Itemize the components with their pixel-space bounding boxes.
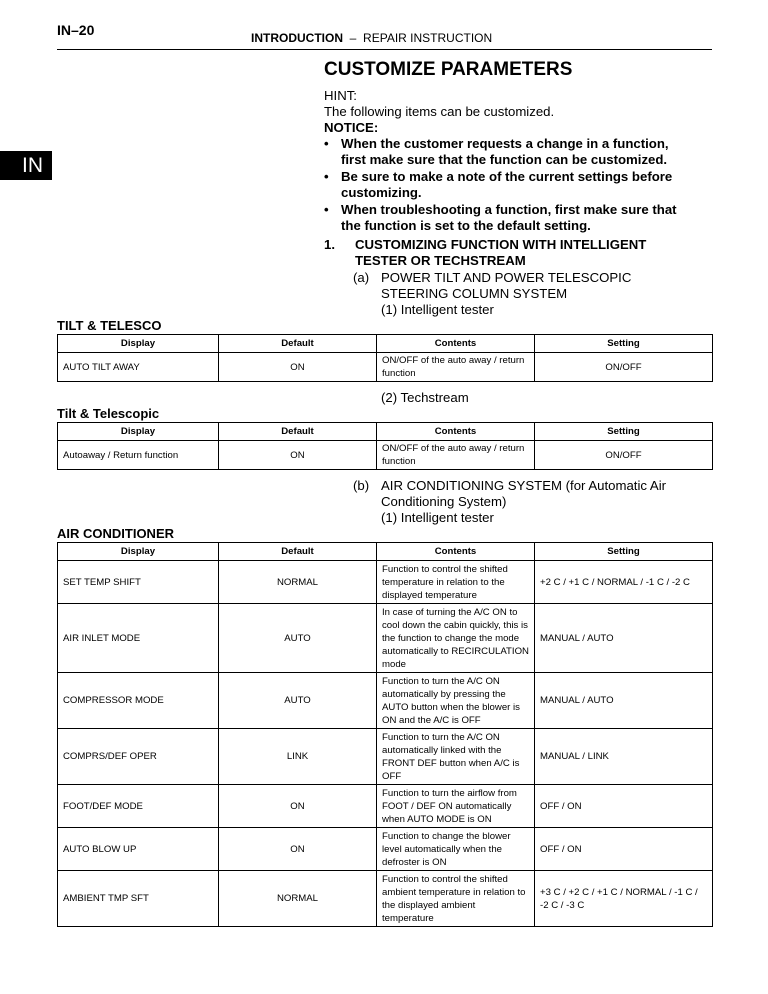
column-header: Setting (535, 423, 713, 441)
table-header-row (58, 335, 713, 353)
table-header-row (58, 543, 713, 561)
notice-label: NOTICE: (324, 120, 379, 135)
cell-default: NORMAL (219, 561, 377, 604)
table-header-row (58, 423, 713, 441)
substep-label: (a) (353, 270, 370, 285)
cell-default: LINK (219, 729, 377, 785)
notice-line: Be sure to make a note of the current settings before (341, 169, 673, 184)
cell-contents: Function to change the blower level automatically when the defroster is ON (377, 828, 535, 871)
table-row (58, 871, 713, 927)
header-section-bold: INTRODUCTION (251, 31, 343, 45)
step-heading-line: TESTER OR TECHSTREAM (355, 253, 526, 268)
cell-display: AUTO TILT AWAY (58, 353, 219, 382)
substep-item: (1) Intelligent tester (381, 510, 494, 525)
hint-text: The following items can be customized. (324, 104, 555, 119)
hint-label: HINT: (324, 88, 357, 103)
cell-default: ON (219, 785, 377, 828)
header-section-rest: REPAIR INSTRUCTION (363, 31, 493, 45)
column-header: Contents (377, 335, 535, 353)
notice-line: When the customer requests a change in a function, (341, 136, 669, 151)
notice-line: the function is set to the default setting. (341, 218, 591, 233)
column-header: Contents (377, 543, 535, 561)
substep-heading (381, 478, 666, 526)
page-title: CUSTOMIZE PARAMETERS (324, 59, 573, 80)
bullet-icon: • (324, 136, 329, 151)
table-heading: Tilt & Telescopic (57, 406, 160, 421)
notice-item (324, 202, 677, 234)
column-header: Display (58, 335, 219, 353)
substep-line: AIR CONDITIONING SYSTEM (for Automatic Air (381, 478, 667, 493)
column-header: Default (219, 335, 377, 353)
cell-contents: ON/OFF of the auto away / return function (377, 353, 535, 382)
cell-default: ON (219, 828, 377, 871)
cell-contents: Function to turn the A/C ON automatically by pressing the AUTO button when the blower is ON and the A/C is OFF (377, 673, 535, 729)
table-row (58, 604, 713, 673)
table-row (58, 785, 713, 828)
step-heading (355, 237, 646, 269)
column-header: Setting (535, 543, 713, 561)
table-row (58, 353, 713, 382)
cell-contents: Function to control the shifted temperature in relation to the displayed temperature (377, 561, 535, 604)
table-row (58, 441, 713, 470)
cell-default: AUTO (219, 673, 377, 729)
cell-default: AUTO (219, 604, 377, 673)
cell-contents: Function to control the shifted ambient temperature in relation to the displayed ambient temperature (377, 871, 535, 927)
cell-setting: ON/OFF (535, 441, 713, 470)
cell-default: ON (219, 441, 377, 470)
cell-setting: OFF / ON (535, 828, 713, 871)
table-row (58, 561, 713, 604)
cell-display: COMPRS/DEF OPER (58, 729, 219, 785)
bullet-icon: • (324, 169, 329, 184)
substep-line: STEERING COLUMN SYSTEM (381, 286, 568, 301)
step-number: 1. (324, 237, 335, 252)
header-rule (57, 49, 712, 50)
tilt-telescopic-table (57, 422, 713, 470)
cell-contents: In case of turning the A/C ON to cool down the cabin quickly, this is the function to change the mode automatically to RECIRCULATION mode (377, 604, 535, 673)
cell-display: SET TEMP SHIFT (58, 561, 219, 604)
column-header: Default (219, 423, 377, 441)
cell-contents: ON/OFF of the auto away / return function (377, 441, 535, 470)
cell-display: AIR INLET MODE (58, 604, 219, 673)
bullet-icon: • (324, 202, 329, 217)
cell-contents: Function to turn the airflow from FOOT / DEF ON automatically when AUTO MODE is ON (377, 785, 535, 828)
cell-setting: ON/OFF (535, 353, 713, 382)
substep-line: Conditioning System) (381, 494, 507, 509)
cell-setting: MANUAL / LINK (535, 729, 713, 785)
column-header: Display (58, 423, 219, 441)
cell-display: COMPRESSOR MODE (58, 673, 219, 729)
cell-setting: +3 C / +2 C / +1 C / NORMAL / -1 C / -2 C / -3 C (535, 871, 713, 927)
substep-item: (1) Intelligent tester (381, 302, 494, 317)
section-tab: IN (0, 151, 52, 180)
cell-contents: Function to turn the A/C ON automatically linked with the FRONT DEF button when A/C is OFF (377, 729, 535, 785)
cell-setting: MANUAL / AUTO (535, 604, 713, 673)
substep-item: (2) Techstream (381, 390, 469, 405)
notice-line: When troubleshooting a function, first make sure that (341, 202, 677, 217)
cell-setting: +2 C / +1 C / NORMAL / -1 C / -2 C (535, 561, 713, 604)
table-heading: AIR CONDITIONER (57, 526, 174, 541)
column-header: Contents (377, 423, 535, 441)
cell-default: ON (219, 353, 377, 382)
cell-display: AUTO BLOW UP (58, 828, 219, 871)
air-conditioner-table (57, 542, 713, 927)
column-header: Default (219, 543, 377, 561)
column-header: Display (58, 543, 219, 561)
running-header (251, 31, 492, 45)
notice-line: customizing. (341, 185, 422, 200)
cell-setting: MANUAL / AUTO (535, 673, 713, 729)
notice-item (324, 169, 672, 201)
cell-display: Autoaway / Return function (58, 441, 219, 470)
notice-item (324, 136, 669, 168)
table-row (58, 673, 713, 729)
substep-line: POWER TILT AND POWER TELESCOPIC (381, 270, 632, 285)
table-row (58, 729, 713, 785)
cell-setting: OFF / ON (535, 785, 713, 828)
table-heading: TILT & TELESCO (57, 318, 162, 333)
tilt-telesco-table (57, 334, 713, 382)
page-number: IN–20 (57, 22, 95, 38)
cell-display: AMBIENT TMP SFT (58, 871, 219, 927)
table-row (58, 828, 713, 871)
substep-heading (381, 270, 631, 318)
step-heading-line: CUSTOMIZING FUNCTION WITH INTELLIGENT (355, 237, 647, 252)
column-header: Setting (535, 335, 713, 353)
notice-line: first make sure that the function can be customized. (341, 152, 668, 167)
substep-label: (b) (353, 478, 370, 493)
cell-display: FOOT/DEF MODE (58, 785, 219, 828)
cell-default: NORMAL (219, 871, 377, 927)
header-separator: – (349, 31, 357, 45)
